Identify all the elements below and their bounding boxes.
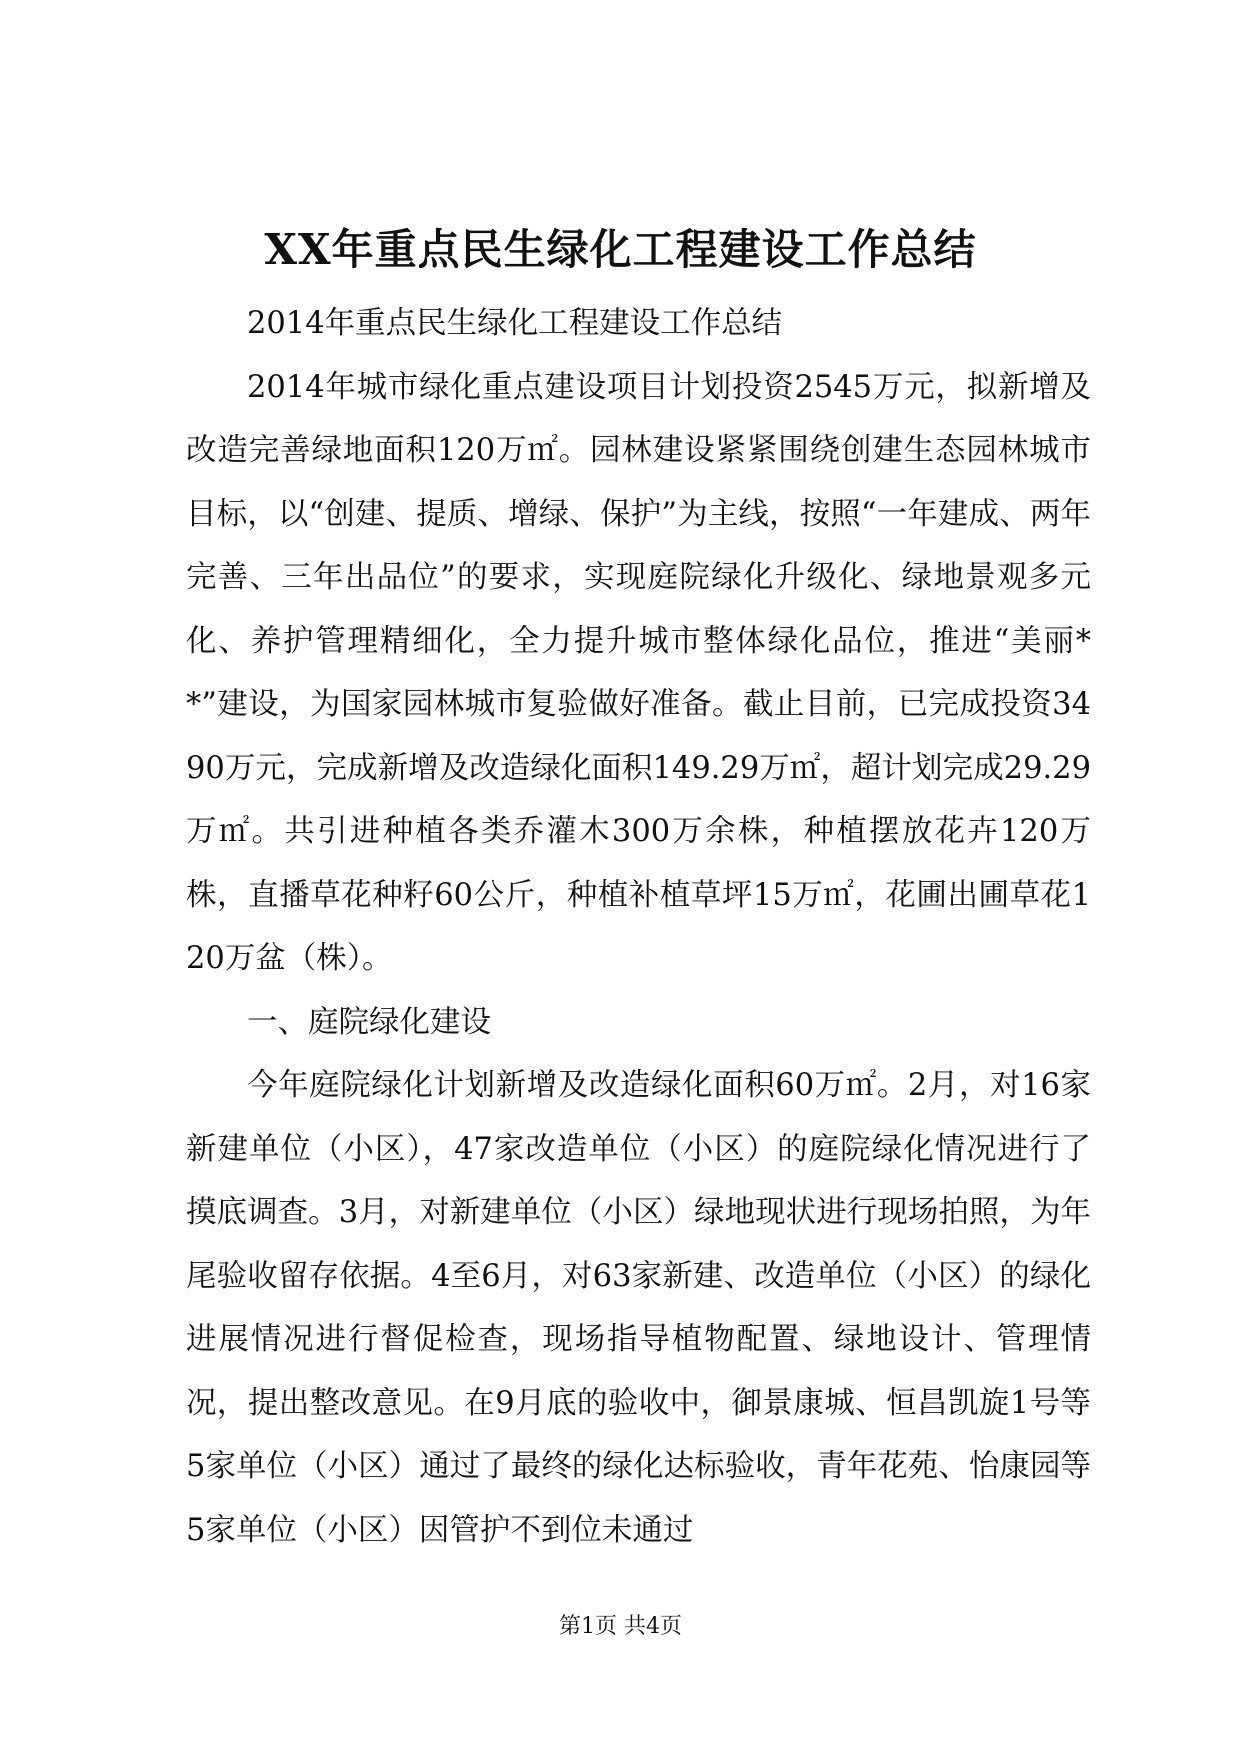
paragraph-courtyard: 今年庭院绿化计划新增及改造绿化面积60万㎡。2月，对16家新建单位（小区），47家改造单位（小区）的庭院绿化情况进行了摸底调查。3月，对新建单位（小区）绿地现状进行现场拍照，为年尾验收留存依据。4至6月，对63家新建、改造单位（小区）的绿化进展情况进行督促检查，现场指导植物配置、绿地设计、管理情况，提出整改意见。在9月底的验收中，御景康城、恒昌凯旋1号等5家单位（小区）通过了最终的绿化达标验收，青年花苑、怡康园等5家单位（小区）因管护不到位未通过 [186,1068,1091,1548]
paragraph-subtitle: 2014年重点民生绿化工程建设工作总结 [247,306,783,341]
document-title: XX年重点民生绿化工程建设工作总结 [264,225,977,274]
document-body [186,292,1091,1562]
paragraph-overview: 2014年城市绿化重点建设项目计划投资2545万元，拟新增及改造完善绿地面积120万㎡。园林建设紧紧围绕创建生态园林城市目标，以“创建、提质、增绿、保护”为主线，按照“一年建成、两年完善、三年出品位”的要求，实现庭院绿化升级化、绿地景观多元化、养护管理精细化，全力提升城市整体绿化品位，推进“美丽**”建设，为国家园林城市复验做好准备。截止目前，已完成投资3490万元，完成新增及改造绿化面积149.29万㎡，超计划完成29.29万㎡。共引进种植各类乔灌木300万余株，种植摆放花卉120万株，直播草花种籽60公斤，种植补植草坪15万㎡，花圃出圃草花120万盆（株）。 [186,369,1091,976]
page-footer: 第1页 共4页 [559,1614,682,1639]
section-heading-courtyard: 一、庭院绿化建设 [247,1004,491,1040]
